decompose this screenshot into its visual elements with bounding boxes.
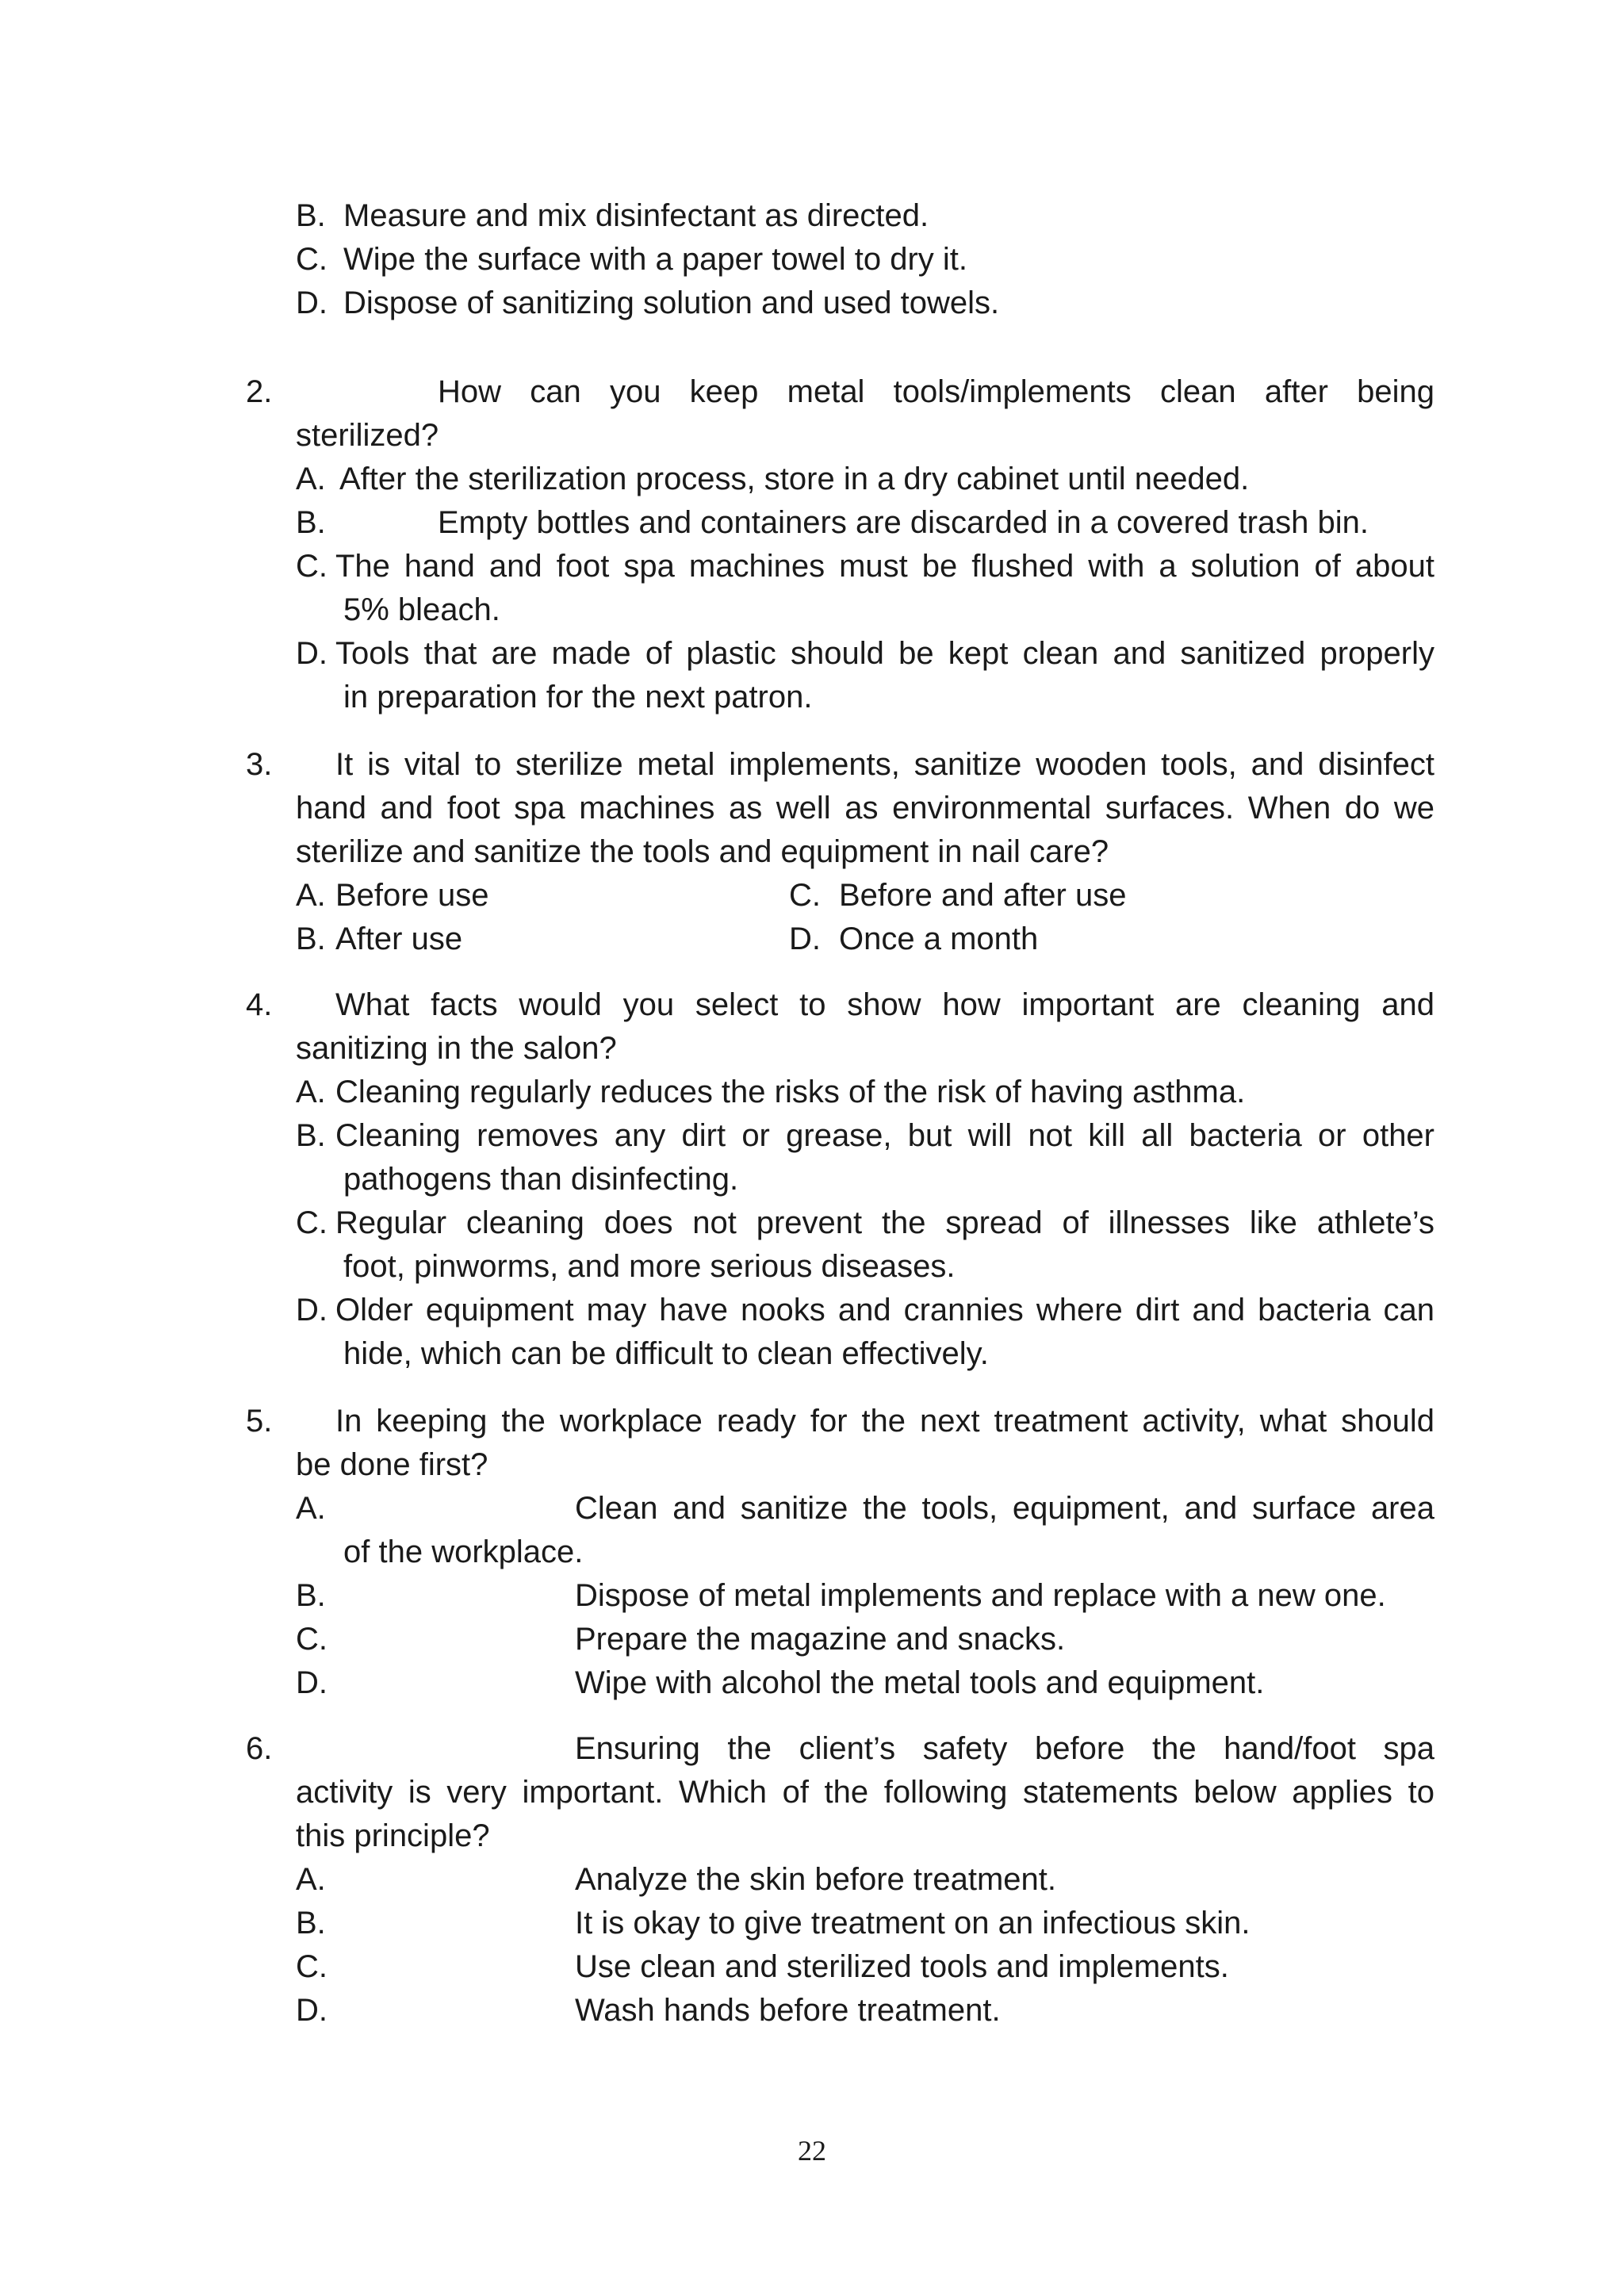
option-letter: C. — [296, 1622, 327, 1657]
option-text: Cleaning regularly reduces the risks of the risk of having asthma. — [335, 1075, 1246, 1109]
option-letter: B. — [296, 921, 326, 956]
option-letter: D. — [296, 1665, 327, 1700]
question-stem: sterilize and sanitize the tools and equipment in nail care? — [296, 834, 1109, 869]
option-letter: C. — [296, 1949, 327, 1984]
option-text: Wipe the surface with a paper towel to dry it. — [343, 242, 968, 277]
option-letter: B. — [296, 1118, 326, 1153]
question-stem: this principle? — [296, 1818, 490, 1853]
option-text-continued: 5% bleach. — [343, 592, 500, 627]
option-text-continued: of the workplace. — [343, 1534, 584, 1569]
question-number: 5. — [246, 1404, 273, 1439]
question-stem: sterilized? — [296, 418, 439, 453]
option-text: Empty bottles and containers are discarded in a covered trash bin. — [438, 505, 1369, 540]
option-text: Before use — [335, 878, 489, 913]
option-letter: C. — [789, 878, 821, 913]
option-text-continued: in preparation for the next patron. — [343, 680, 813, 715]
option-text: Wash hands before treatment. — [575, 1993, 1001, 2028]
question-number: 2. — [246, 374, 273, 409]
question-number: 4. — [246, 987, 273, 1022]
option-text: Measure and mix disinfectant as directed. — [343, 198, 929, 233]
option-text: The hand and foot spa machines must be flushed with a solution of about — [335, 549, 1434, 584]
question-stem: What facts would you select to show how important are cleaning and — [335, 987, 1434, 1022]
option-text: Tools that are made of plastic should be kept clean and sanitized properly — [335, 636, 1434, 671]
option-text: Use clean and sterilized tools and implements. — [575, 1949, 1229, 1984]
option-text: Dispose of sanitizing solution and used towels. — [343, 285, 1000, 320]
option-text: Before and after use — [839, 878, 1127, 913]
question-stem: sanitizing in the salon? — [296, 1031, 617, 1066]
option-letter: A. — [296, 1075, 326, 1109]
option-text: It is okay to give treatment on an infectious skin. — [575, 1906, 1251, 1941]
option-letter: C. — [296, 1205, 327, 1240]
option-letter: A. — [296, 1491, 326, 1526]
option-text: Dispose of metal implements and replace with a new one. — [575, 1578, 1386, 1613]
option-text: Cleaning removes any dirt or grease, but will not kill all bacteria or other — [335, 1118, 1434, 1153]
question-stem: activity is very important. Which of the following statements below applies to — [296, 1775, 1434, 1810]
question-stem: hand and foot spa machines as well as environmental surfaces. When do we — [296, 791, 1434, 826]
option-text: Once a month — [839, 921, 1039, 956]
option-letter: B. — [296, 198, 326, 233]
option-letter: C. — [296, 242, 327, 277]
question-number: 3. — [246, 747, 273, 782]
option-letter: D. — [296, 285, 327, 320]
option-letter: D. — [296, 1993, 327, 2028]
option-letter: D. — [789, 921, 821, 956]
option-letter: A. — [296, 1862, 326, 1897]
option-text: Regular cleaning does not prevent the spread of illnesses like athlete’s — [335, 1205, 1434, 1240]
option-letter: D. — [296, 1293, 327, 1328]
option-text: After the sterilization process, store in a dry cabinet until needed. — [339, 462, 1250, 496]
option-text: Older equipment may have nooks and crannies where dirt and bacteria can — [335, 1293, 1434, 1328]
question-stem: It is vital to sterilize metal implements, sanitize wooden tools, and disinfect — [335, 747, 1434, 782]
option-text: Wipe with alcohol the metal tools and equipment. — [575, 1665, 1265, 1700]
page-number: 22 — [798, 2135, 826, 2167]
option-text-continued: foot, pinworms, and more serious diseases. — [343, 1249, 956, 1284]
option-letter: B. — [296, 1578, 326, 1613]
option-letter: A. — [296, 462, 326, 496]
question-stem: be done first? — [296, 1447, 488, 1482]
question-stem: In keeping the workplace ready for the next treatment activity, what should — [335, 1404, 1434, 1439]
option-letter: B. — [296, 1906, 326, 1941]
option-letter: D. — [296, 636, 327, 671]
question-stem: Ensuring the client’s safety before the hand/foot spa — [575, 1731, 1434, 1766]
option-text: Clean and sanitize the tools, equipment, and surface area — [575, 1491, 1434, 1526]
option-text: Prepare the magazine and snacks. — [575, 1622, 1066, 1657]
question-stem: How can you keep metal tools/implements clean after being — [438, 374, 1434, 409]
question-number: 6. — [246, 1731, 273, 1766]
option-letter: B. — [296, 505, 326, 540]
option-letter: C. — [296, 549, 327, 584]
option-text: After use — [335, 921, 463, 956]
option-letter: A. — [296, 878, 326, 913]
option-text: Analyze the skin before treatment. — [575, 1862, 1056, 1897]
option-text-continued: hide, which can be difficult to clean effectively. — [343, 1336, 989, 1371]
option-text-continued: pathogens than disinfecting. — [343, 1162, 739, 1197]
